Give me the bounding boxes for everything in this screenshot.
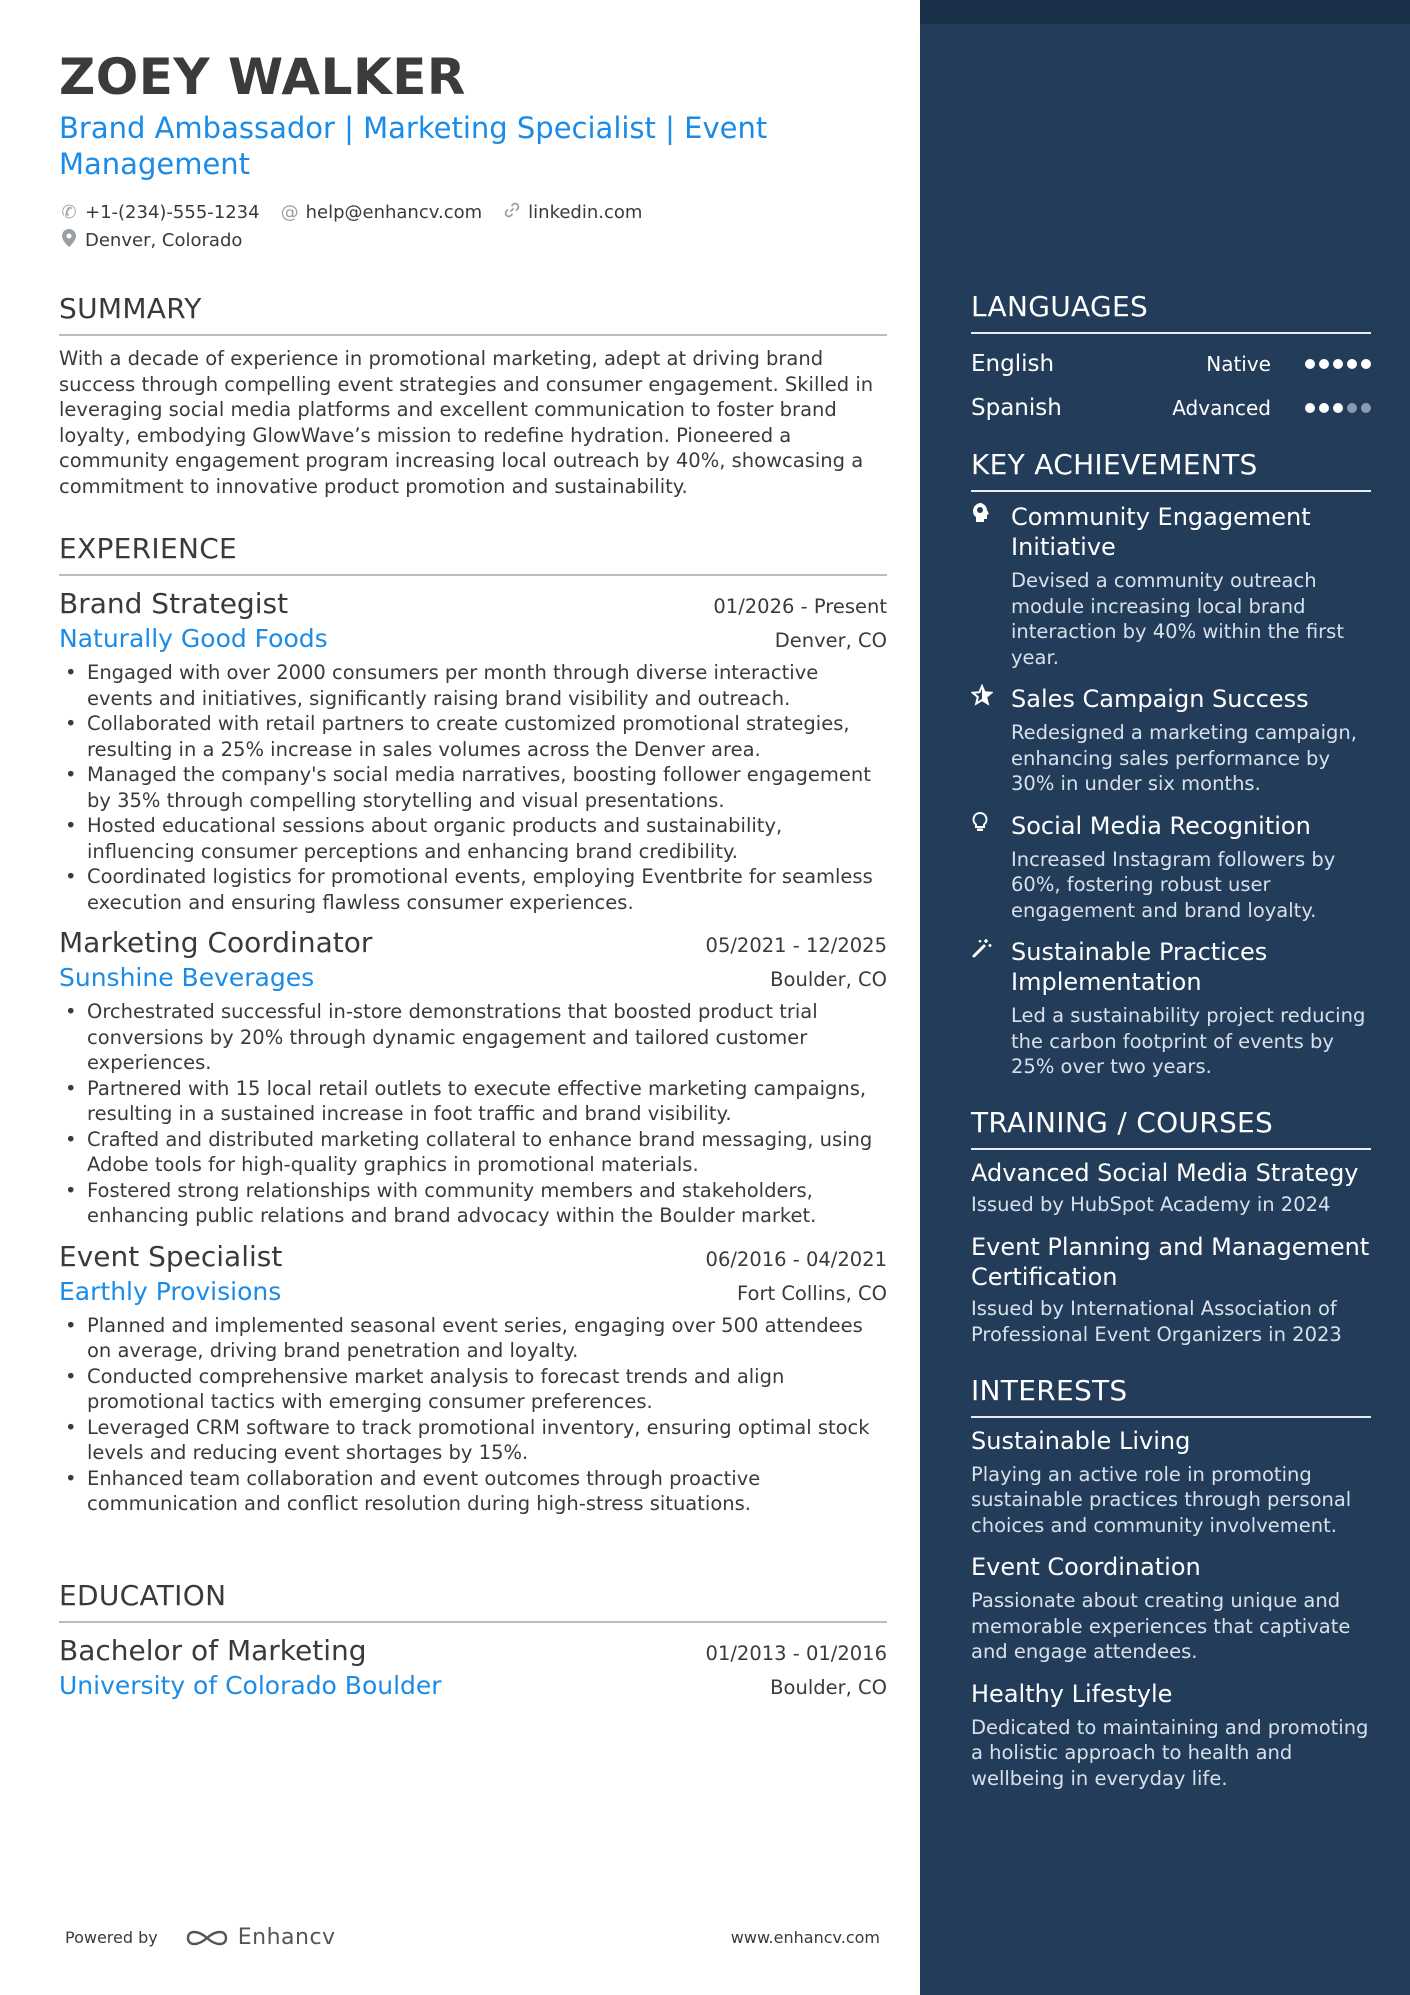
job-title: Event Specialist [59,1239,283,1273]
rating-dot [1361,359,1371,369]
bullet-item: • Crafted and distributed marketing collateral to enhance brand messaging, using Adobe tools for high-quality graphics in promotional materials. [59,1127,887,1178]
bullet-item: • Conducted comprehensive market analysis to forecast trends and align promotional tactics with emerging consumer preferences. [59,1364,887,1415]
experience-section [59,532,887,1527]
rating-dot [1347,359,1357,369]
rating-dot [1319,403,1329,413]
achievement-item [971,502,1371,670]
head-lightbulb-icon [971,502,1011,670]
course-title: Event Planning and Management Certification [971,1232,1370,1291]
achievement-desc: Redesigned a marketing campaign, enhancing sales performance by 30% in under six months. [1011,721,1357,795]
lightbulb-icon [971,811,1011,924]
rating-dot [1305,403,1315,413]
star-icon [971,684,1011,797]
interest-item [971,1426,1371,1539]
school: University of Colorado Boulder [59,1671,442,1700]
languages-title: LANGUAGES [971,290,1371,334]
phone-contact [59,202,260,223]
rating-dot [1333,359,1343,369]
powered-by [65,1925,336,1950]
language-name: English [971,351,1055,377]
achievement-title: Social Media Recognition [1011,811,1311,840]
interest-desc: Passionate about creating unique and memorable experiences that captivate and engage attendees. [971,1589,1351,1663]
education-date: 01/2013 - 01/2016 [705,1642,887,1665]
footer [65,1925,880,1950]
course-item [971,1158,1371,1218]
interest-title: Sustainable Living [971,1426,1191,1455]
interests-title: INTERESTS [971,1374,1371,1418]
rating-dot [1305,359,1315,369]
languages-section [971,290,1371,430]
sidebar-top-bar [920,0,1410,24]
sidebar [920,0,1410,1995]
enhancv-brand-text: Enhancv [237,1925,336,1950]
job-entry [59,925,887,1229]
achievements-title: KEY ACHIEVEMENTS [971,448,1371,492]
bullet-item: • Coordinated logistics for promotional events, employing Eventbrite for seamless execution and ensuring flawless consumer experiences. [59,864,887,915]
interest-desc: Dedicated to maintaining and promoting a holistic approach to health and wellbeing in everyday life. [971,1715,1369,1790]
enhancv-logo-icon [184,1926,230,1950]
link-icon [502,201,522,224]
job-entry [59,1239,887,1517]
interest-title: Healthy Lifestyle [971,1679,1173,1708]
education-section [59,1579,887,1703]
contact-info [59,198,896,254]
achievement-title: Sustainable Practices Implementation [1011,938,1268,996]
job-company: Earthly Provisions [59,1276,282,1306]
job-company: Sunshine Beverages [59,963,315,992]
job-location: Boulder, CO [770,968,887,991]
job-title: Marketing Coordinator [59,926,373,959]
job-title: Brand Strategist [59,587,289,620]
bullet-item: • Leveraged CRM software to track promotional inventory, ensuring optimal stock levels and reducing event shortages by 15%. [59,1415,887,1466]
bullet-item: • Enhanced team collaboration and event outcomes through proactive communication and conflict resolution during high-stress situations. [59,1466,887,1517]
linkedin-contact[interactable] [502,201,642,224]
linkedin-text[interactable]: linkedin.com [528,201,643,223]
location-pin-icon [59,229,79,252]
language-item [971,386,1371,430]
language-name: Spanish [971,395,1062,421]
achievement-desc: Increased Instagram followers by 60%, fostering robust user engagement and brand loyalty. [1011,847,1336,922]
achievement-title: Sales Campaign Success [1011,685,1309,713]
language-rating [1301,403,1371,413]
summary-section [59,292,887,499]
rating-dot [1347,403,1357,413]
experience-title: EXPERIENCE [59,532,887,576]
job-location: Fort Collins, CO [737,1281,887,1305]
email-contact[interactable] [280,202,483,223]
achievement-item [971,937,1371,1080]
location-text: Denver, Colorado [85,229,243,251]
powered-by-label: Powered by [65,1928,158,1947]
headline: Brand Ambassador | Marketing Specialist | Event Management [59,111,768,181]
achievement-item [971,684,1371,797]
course-desc: Issued by International Association of Professional Event Organizers in 2023 [971,1296,1342,1346]
education-location: Boulder, CO [770,1676,887,1699]
courses-title: TRAINING / COURSES [971,1106,1371,1150]
achievement-title: Community Engagement Initiative [1011,503,1311,561]
phone-text: +1-(234)-555-1234 [85,201,260,223]
degree: Bachelor of Marketing [59,1634,367,1667]
achievement-item [971,811,1371,924]
education-title: EDUCATION [59,1579,887,1623]
interest-title: Event Coordination [971,1553,1201,1581]
job-date: 01/2026 - Present [713,595,887,618]
job-company: Naturally Good Foods [59,624,328,653]
interest-item [971,1552,1371,1665]
bullet-item: • Fostered strong relationships with community members and stakeholders, enhancing public relations and brand advocacy within the Boulder market. [59,1178,887,1229]
phone-icon: ✆ [61,201,77,223]
bullet-item: • Collaborated with retail partners to create customized promotional strategies, resulting in a 25% increase in sales volumes across the Denver area. [59,711,887,762]
enhancv-logo[interactable] [184,1925,336,1950]
job-entry [59,586,887,915]
location-contact [59,229,242,252]
language-level: Advanced [1172,396,1271,420]
rating-dot [1319,359,1329,369]
language-level: Native [1206,352,1271,376]
job-location: Denver, CO [774,629,887,652]
achievement-desc: Devised a community outreach module increasing local brand interaction by 40% within the first year. [1011,569,1344,669]
summary-text: With a decade of experience in promotional marketing, adept at driving brand success through compelling event strategies and consumer engagement. Skilled in leveraging social media platforms and excellent communication to foster brand loyalty, embodying GlowWave’s mission to redefine hydration. Pioneered a community engagement program increasing local outreach by 40%, showcasing a commitment to innovative product promotion and sustainability. [59,347,874,498]
rating-dot [1333,403,1343,413]
bullet-item: • Engaged with over 2000 consumers per month through diverse interactive events and initiatives, significantly raising brand visibility and outreach. [59,660,887,711]
course-title: Advanced Social Media Strategy [971,1158,1359,1187]
job-date: 05/2021 - 12/2025 [705,934,887,957]
job-bullets [59,660,887,915]
achievement-desc: Led a sustainability project reducing the carbon footprint of events by 25% over two years. [1011,1004,1366,1078]
language-rating [1301,359,1371,369]
job-bullets [59,999,887,1229]
language-item [971,342,1371,386]
job-date: 06/2016 - 04/2021 [705,1247,887,1271]
achievements-section [971,448,1371,1080]
email-text[interactable]: help@enhancv.com [305,201,483,223]
course-item [971,1232,1371,1348]
bullet-item: • Partnered with 15 local retail outlets to execute effective marketing campaigns, resulting in a sustained increase in foot traffic and brand visibility. [59,1076,887,1127]
bullet-item: • Managed the company's social media narratives, boosting follower engagement by 35% through compelling storytelling and visual presentations. [59,762,887,813]
courses-section [971,1106,1371,1348]
course-desc: Issued by HubSpot Academy in 2024 [971,1192,1331,1216]
rating-dot [1361,403,1371,413]
interests-section [971,1374,1371,1792]
bullet-item: • Planned and implemented seasonal event series, engaging over 500 attendees on average, driving brand penetration and loyalty. [59,1313,887,1364]
candidate-name: ZOEY WALKER [59,48,466,106]
job-bullets [59,1313,887,1517]
interest-item [971,1679,1371,1792]
bullet-item: • Orchestrated successful in-store demonstrations that boosted product trial conversions by 20% through dynamic engagement and tailored customer experiences. [59,999,887,1076]
interest-desc: Playing an active role in promoting sustainable practices through personal choices and community involvement. [971,1462,1352,1537]
magic-wand-icon [971,937,1011,1080]
bullet-item: • Hosted educational sessions about organic products and sustainability, influencing consumer perceptions and enhancing brand credibility. [59,813,887,864]
summary-title: SUMMARY [59,292,887,336]
at-icon: @ [280,201,299,223]
website-link[interactable]: www.enhancv.com [730,1928,880,1947]
